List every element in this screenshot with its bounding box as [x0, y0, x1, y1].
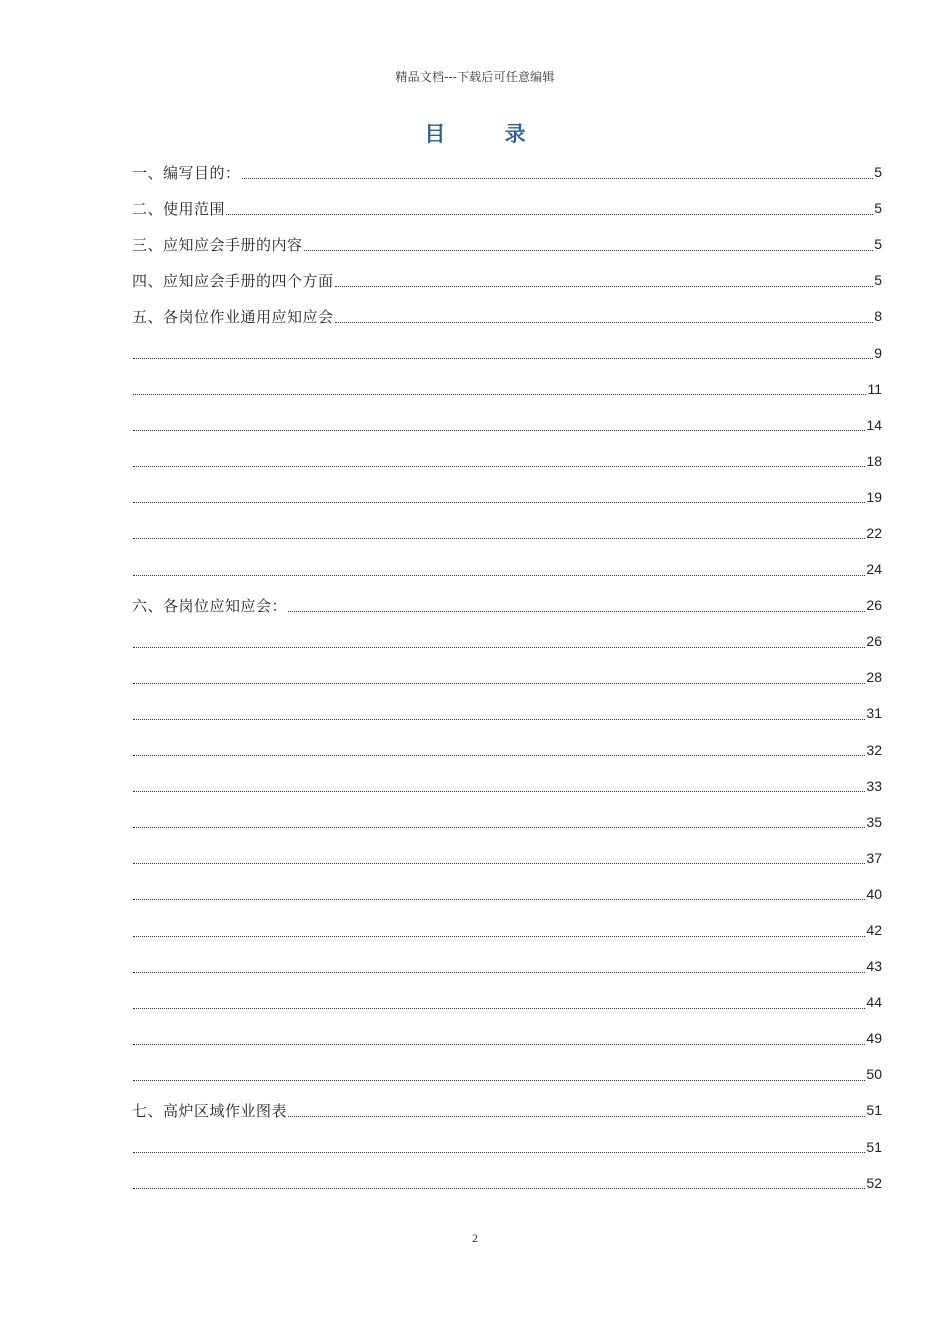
toc-entry[interactable] — [132, 1056, 882, 1092]
table-of-contents — [132, 154, 882, 1201]
toc-entry-page: 26 — [866, 597, 882, 614]
toc-dot-leader — [133, 972, 865, 973]
toc-entry-page: 14 — [866, 416, 882, 433]
toc-entry[interactable] — [132, 768, 882, 804]
toc-entry[interactable] — [132, 334, 882, 370]
toc-entry-page: 51 — [866, 1102, 882, 1119]
toc-dot-leader — [133, 863, 865, 864]
toc-dot-leader — [133, 394, 866, 395]
toc-entry-page: 37 — [866, 849, 882, 866]
toc-entry[interactable] — [132, 732, 882, 768]
toc-dot-leader — [133, 755, 865, 756]
toc-entry-page: 31 — [866, 705, 882, 722]
toc-entry-page: 28 — [866, 669, 882, 686]
toc-entry-page: 49 — [866, 1030, 882, 1047]
toc-entry[interactable] — [132, 443, 882, 479]
toc-entry-page: 52 — [866, 1174, 882, 1191]
toc-entry-page: 51 — [866, 1138, 882, 1155]
toc-dot-leader — [133, 719, 865, 720]
toc-entry[interactable] — [132, 876, 882, 912]
toc-entry[interactable] — [132, 587, 882, 623]
toc-entry[interactable] — [132, 515, 882, 551]
toc-dot-leader — [133, 791, 865, 792]
toc-entry-page: 5 — [874, 200, 882, 217]
toc-entry[interactable] — [132, 948, 882, 984]
toc-entry[interactable] — [132, 1165, 882, 1201]
toc-entry[interactable] — [132, 479, 882, 515]
toc-entry[interactable] — [132, 912, 882, 948]
toc-entry-label: 一、编写目的： — [132, 163, 241, 182]
header-note: 精品文档---下载后可任意编辑 — [395, 70, 555, 84]
toc-dot-leader — [133, 899, 865, 900]
toc-entry[interactable] — [132, 154, 882, 190]
toc-entry-page: 8 — [874, 308, 882, 325]
toc-entry-page: 26 — [866, 633, 882, 650]
toc-entry[interactable] — [132, 1020, 882, 1056]
toc-dot-leader — [304, 250, 874, 251]
toc-dot-leader — [288, 611, 865, 612]
toc-entry-label: 三、应知应会手册的内容 — [132, 235, 303, 254]
toc-dot-leader — [335, 286, 874, 287]
toc-entry-page: 5 — [874, 272, 882, 289]
toc-entry-label: 二、使用范围 — [132, 199, 226, 218]
toc-entry-page: 40 — [866, 885, 882, 902]
toc-entry-page: 5 — [874, 236, 882, 253]
toc-entry[interactable] — [132, 840, 882, 876]
toc-entry-page: 11 — [867, 380, 882, 397]
toc-entry-page: 5 — [874, 164, 882, 181]
toc-entry[interactable] — [132, 1092, 882, 1128]
toc-entry-page: 35 — [866, 813, 882, 830]
toc-entry[interactable] — [132, 226, 882, 262]
toc-entry[interactable] — [132, 623, 882, 659]
toc-entry[interactable] — [132, 371, 882, 407]
toc-entry-page: 44 — [866, 994, 882, 1011]
toc-title: 目 录 — [424, 121, 552, 146]
toc-entry-page: 19 — [866, 488, 882, 505]
toc-dot-leader — [133, 502, 865, 503]
toc-entry[interactable] — [132, 407, 882, 443]
toc-entry-page: 50 — [866, 1066, 882, 1083]
toc-dot-leader — [133, 683, 865, 684]
toc-dot-leader — [133, 827, 865, 828]
toc-dot-leader — [133, 1080, 865, 1081]
toc-dot-leader — [133, 647, 865, 648]
toc-entry-label: 四、应知应会手册的四个方面 — [132, 271, 334, 290]
toc-dot-leader — [133, 1044, 865, 1045]
toc-entry-page: 43 — [866, 958, 882, 975]
toc-entry[interactable] — [132, 190, 882, 226]
toc-entry-label: 七、高炉区域作业图表 — [132, 1101, 288, 1120]
toc-dot-leader — [133, 538, 865, 539]
toc-dot-leader — [133, 575, 865, 576]
toc-dot-leader — [133, 1188, 865, 1189]
toc-entry-page: 9 — [874, 344, 882, 361]
toc-dot-leader — [335, 322, 874, 323]
toc-dot-leader — [133, 358, 873, 359]
toc-entry[interactable] — [132, 659, 882, 695]
toc-entry[interactable] — [132, 804, 882, 840]
toc-dot-leader — [133, 1008, 865, 1009]
toc-dot-leader — [288, 1116, 865, 1117]
toc-entry[interactable] — [132, 551, 882, 587]
page-number: 2 — [472, 1231, 478, 1245]
toc-entry-label: 六、各岗位应知应会： — [132, 596, 288, 615]
toc-entry-page: 32 — [866, 741, 882, 758]
toc-dot-leader — [133, 1152, 865, 1153]
toc-dot-leader — [242, 178, 874, 179]
toc-entry[interactable] — [132, 695, 882, 731]
toc-entry-label: 五、各岗位作业通用应知应会 — [132, 307, 334, 326]
toc-entry-page: 33 — [866, 777, 882, 794]
toc-entry[interactable] — [132, 984, 882, 1020]
toc-dot-leader — [133, 466, 865, 467]
toc-entry-page: 24 — [866, 561, 882, 578]
toc-entry-page: 42 — [866, 922, 882, 939]
toc-dot-leader — [133, 936, 865, 937]
toc-entry[interactable] — [132, 1129, 882, 1165]
toc-entry[interactable] — [132, 262, 882, 298]
toc-dot-leader — [226, 214, 873, 215]
toc-dot-leader — [133, 430, 865, 431]
toc-entry-page: 22 — [866, 524, 882, 541]
toc-entry-page: 18 — [866, 452, 882, 469]
toc-entry[interactable] — [132, 298, 882, 334]
